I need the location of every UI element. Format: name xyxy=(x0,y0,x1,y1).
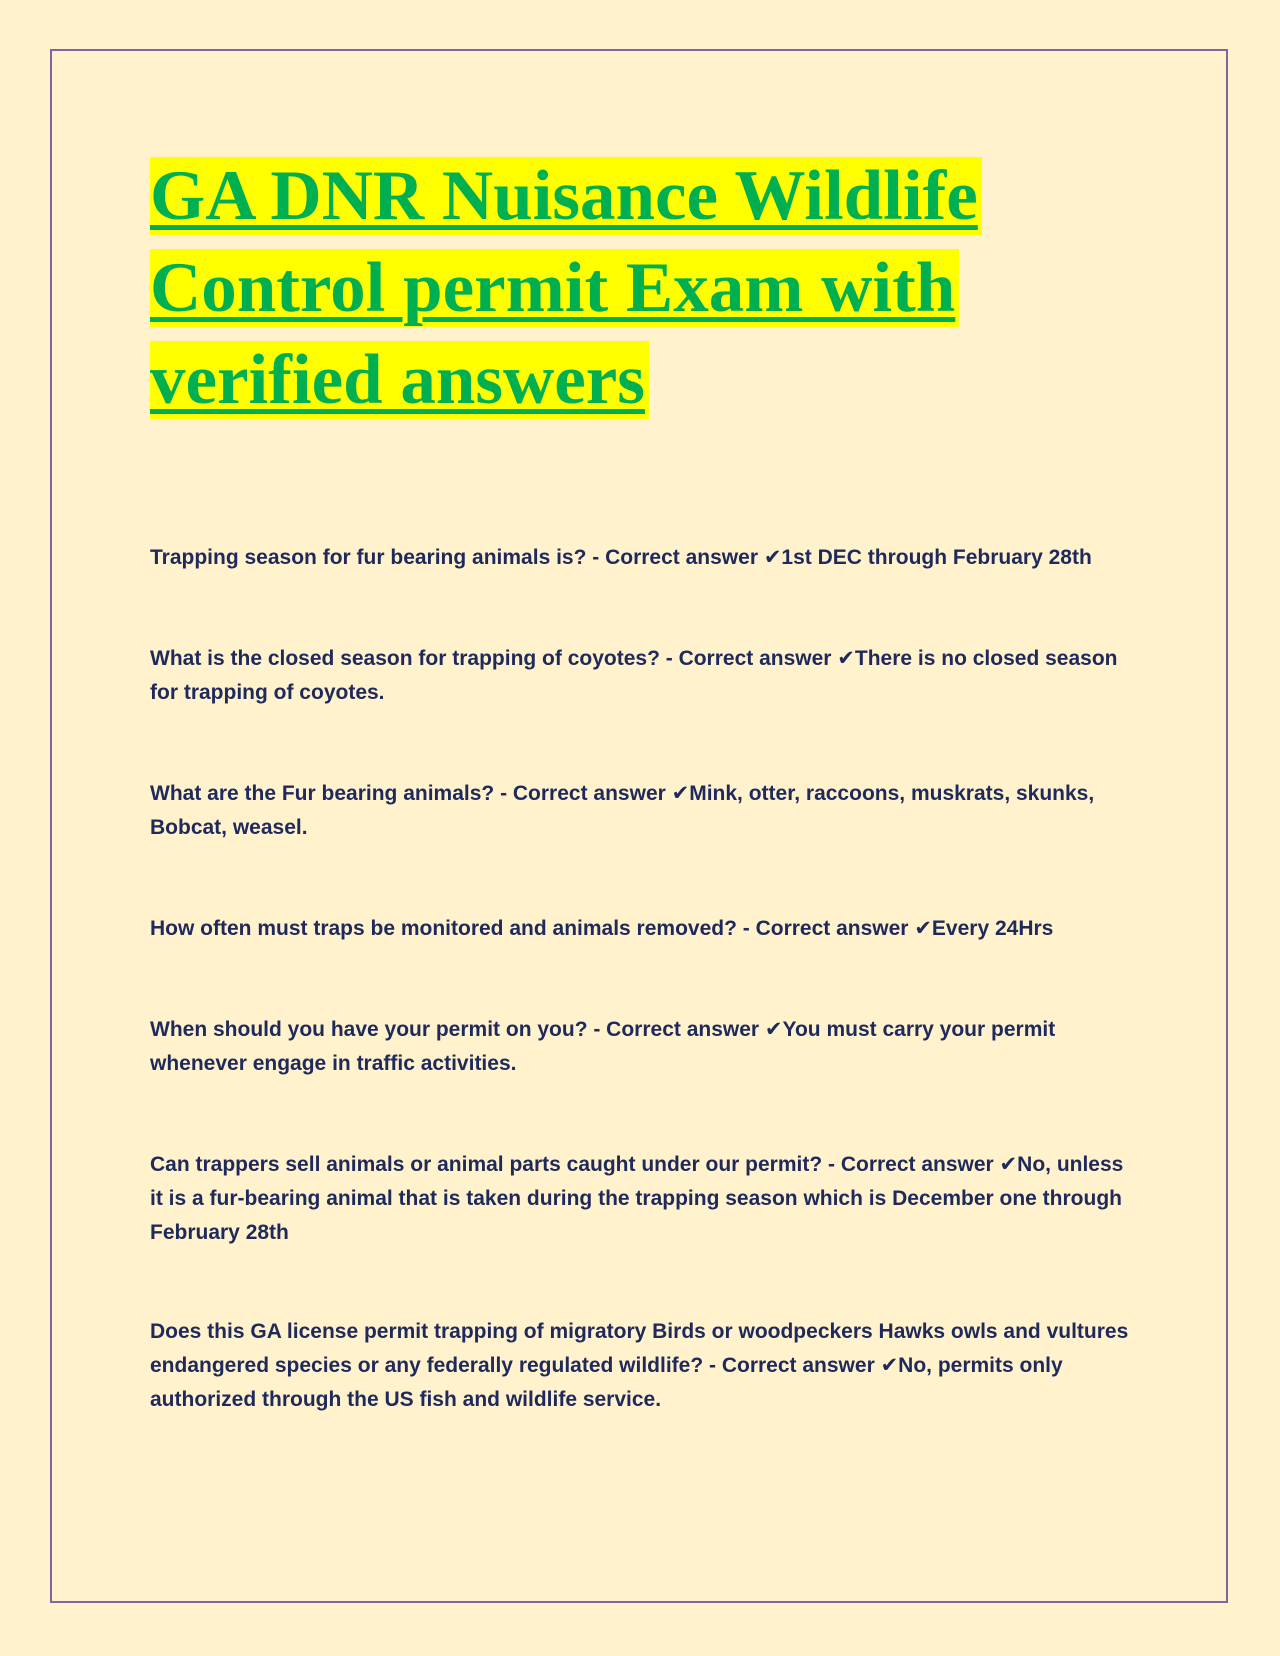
title-line xyxy=(150,150,1130,242)
qa-item-migratory-birds: Does this GA license permit trapping of migratory Birds or woodpeckers Hawks owls and vultures endangered species or any federally regulated wildlife? - Correct answer ✔No, permits only authorized through the US fish and wildlife service. xyxy=(150,1320,1129,1411)
document-title xyxy=(150,150,1130,426)
qa-list xyxy=(150,541,1130,1417)
qa-item-sell-animals: Can trappers sell animals or animal parts caught under our permit? - Correct answer ✔No, unless it is a fur-bearing animal that is taken during the trapping season which is December one through February 28th xyxy=(150,1153,1124,1244)
document-content xyxy=(150,150,1130,1484)
title-line-text: GA DNR Nuisance Wildlife xyxy=(150,157,982,235)
qa-item-trapping-season: Trapping season for fur bearing animals is? - Correct answer ✔1st DEC through February 28th xyxy=(150,546,1092,569)
title-line xyxy=(150,242,1130,334)
qa-item-carry-permit: When should you have your permit on you? - Correct answer ✔You must carry your permit whenever engage in traffic activities. xyxy=(150,1018,1056,1075)
title-line-text: Control permit Exam with xyxy=(150,249,959,327)
title-line xyxy=(150,334,1130,426)
qa-item-trap-monitoring: How often must traps be monitored and animals removed? - Correct answer ✔Every 24Hrs xyxy=(150,917,1054,940)
title-line-text: verified answers xyxy=(150,341,649,419)
qa-item-coyote-season: What is the closed season for trapping of coyotes? - Correct answer ✔There is no closed season for trapping of coyotes. xyxy=(150,647,1118,704)
qa-item-fur-bearing-animals: What are the Fur bearing animals? - Correct answer ✔Mink, otter, raccoons, muskrats, skunks, Bobcat, weasel. xyxy=(150,782,1095,839)
